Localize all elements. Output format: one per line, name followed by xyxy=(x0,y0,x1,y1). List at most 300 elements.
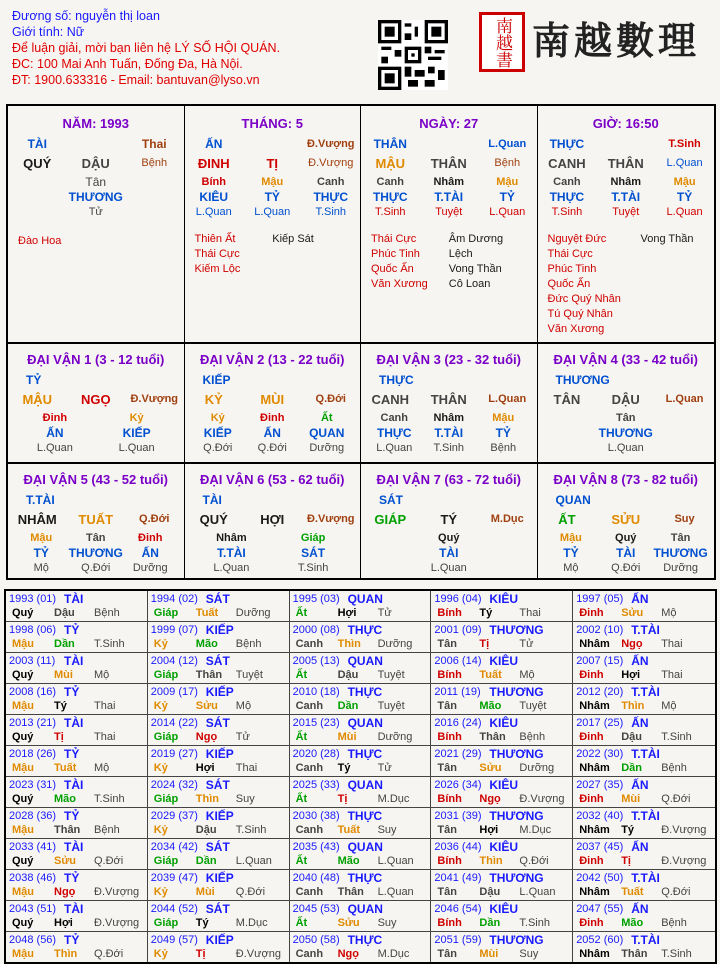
annual-can: Nhâm xyxy=(579,886,610,898)
annual-state: Đ.Vượng xyxy=(519,793,565,805)
annual-can: Tân xyxy=(437,886,457,898)
annual-cell xyxy=(573,653,715,683)
dv-hidden-stem: Mậu xyxy=(559,532,582,544)
annual-cell xyxy=(431,715,573,745)
dv-hidden-state: Dưỡng xyxy=(132,562,168,574)
star-item: Tú Quý Nhân xyxy=(547,308,613,320)
annual-can: Quý xyxy=(12,917,34,929)
annual-chi: Mùi xyxy=(621,793,641,805)
dai-van-god: T.TÀI xyxy=(26,493,55,507)
annual-can: Đinh xyxy=(579,669,604,681)
annual-god: KIÊU xyxy=(489,592,519,606)
pillar-title: THÁNG: 5 xyxy=(241,116,303,131)
annual-god: THỰC xyxy=(347,623,383,637)
annual-can: Giáp xyxy=(153,917,179,929)
annual-god: SÁT xyxy=(205,654,230,668)
dv-hidden-stem: Quý xyxy=(615,532,637,544)
dv-hidden-god: TỶ xyxy=(563,546,579,560)
annual-can: Đinh xyxy=(579,731,604,743)
annual-cell xyxy=(431,932,573,962)
annual-god: THƯƠNG xyxy=(489,623,544,637)
annual-chi: Thìn xyxy=(337,638,361,650)
annual-god: TỶ xyxy=(64,623,80,637)
annual-god: THỰC xyxy=(347,871,383,885)
annual-chi: Dậu xyxy=(195,824,217,836)
annual-can: Đinh xyxy=(579,793,604,805)
annual-state: Dưỡng xyxy=(235,607,271,619)
annual-row xyxy=(6,652,715,683)
annual-year: 2005 (13) xyxy=(292,655,340,667)
annual-state: Suy xyxy=(377,917,397,929)
annual-god: SÁT xyxy=(205,716,230,730)
annual-god: SÁT xyxy=(205,778,230,792)
dai-van-god: TỶ xyxy=(26,373,42,387)
annual-year: 2039 (47) xyxy=(150,872,198,884)
annual-year: 2028 (36) xyxy=(9,810,57,822)
annual-god: KIẾP xyxy=(205,871,234,885)
annual-state: Bệnh xyxy=(94,607,120,619)
annual-god: QUAN xyxy=(347,840,383,854)
annual-chi: Sửu xyxy=(54,855,77,867)
header-name: Đương số: nguyễn thị loan xyxy=(12,9,160,23)
annual-state: Mộ xyxy=(235,700,252,712)
dv-hidden-state: T.Sinh xyxy=(433,442,465,454)
pillar-state: Bệnh xyxy=(494,157,521,169)
annual-cell xyxy=(148,622,290,652)
annual-state: Bệnh xyxy=(94,824,120,836)
hidden-god: THỰC xyxy=(313,190,349,204)
annual-cell xyxy=(148,870,290,900)
annual-cell xyxy=(6,870,148,900)
annual-chi: Tị xyxy=(621,855,631,867)
annual-chi: Tị xyxy=(195,948,206,960)
annual-state: Bệnh xyxy=(661,917,687,929)
annual-year: 2052 (60) xyxy=(576,934,624,946)
brand-seal xyxy=(479,12,525,72)
annual-god: T.TÀI xyxy=(631,623,660,637)
annual-god: TÀI xyxy=(64,654,84,668)
header-gender: Giới tính: Nữ xyxy=(12,25,85,39)
header-phone-email: ĐT: 1900.633316 - Email: bantuvan@lyso.vn xyxy=(12,73,260,87)
annual-cell xyxy=(431,870,573,900)
annual-state: Tuyệt xyxy=(519,700,547,712)
annual-chi: Thân xyxy=(195,669,223,681)
annual-can: Kỷ xyxy=(153,638,168,650)
annual-year: 2047 (55) xyxy=(576,903,624,915)
star-item: Phúc Tinh xyxy=(547,263,597,275)
annual-state: Q.Đới xyxy=(661,793,691,805)
star-item: Quốc Ấn xyxy=(371,263,414,275)
annual-can: Kỷ xyxy=(153,824,168,836)
annual-god: TÀI xyxy=(64,840,84,854)
pillar-god: TÀI xyxy=(27,137,47,151)
annual-god: ẤN xyxy=(631,778,649,792)
annual-can: Bính xyxy=(437,917,462,929)
annual-chi: Tuất xyxy=(621,886,644,898)
annual-chi: Hợi xyxy=(479,824,499,836)
annual-chi: Dậu xyxy=(54,607,75,619)
annual-state: Mộ xyxy=(519,669,535,681)
annual-year: 1999 (07) xyxy=(150,624,198,636)
annual-state: Suy xyxy=(377,824,397,836)
dv-hidden-god: THƯƠNG xyxy=(68,546,123,560)
pillar-hour xyxy=(538,106,715,342)
annual-god: THỰC xyxy=(347,809,383,823)
hidden-stem: Mậu xyxy=(261,176,284,188)
annual-can: Mậu xyxy=(12,948,34,960)
annual-god: THỰC xyxy=(347,747,383,761)
dv-hidden-stem: Tân xyxy=(615,412,636,424)
dv-hidden-state: Mộ xyxy=(563,562,579,574)
annual-state: Bệnh xyxy=(661,762,687,774)
pillar-grid xyxy=(6,104,716,580)
header-info xyxy=(12,8,280,88)
dai-van-state: Đ.Vượng xyxy=(306,513,355,525)
pillar-state: L.Quan xyxy=(666,157,703,169)
pillar-state: Bệnh xyxy=(141,157,168,169)
dv-hidden-god: ẤN xyxy=(141,546,159,560)
annual-chi: Thìn xyxy=(621,700,645,712)
annual-state: Suy xyxy=(519,948,539,960)
annual-state: Q.Đới xyxy=(94,855,124,867)
annual-god: TỶ xyxy=(64,685,80,699)
annual-state: Thai xyxy=(94,700,116,712)
dai-van-state: M.Dục xyxy=(490,513,524,525)
pillar-chi: THÂN xyxy=(607,156,644,171)
annual-chi: Tị xyxy=(337,793,348,805)
annual-cell xyxy=(6,653,148,683)
annual-god: ẤN xyxy=(631,592,649,606)
annual-god: T.TÀI xyxy=(631,871,660,885)
dai-van-state: Q.Đới xyxy=(139,513,170,525)
hidden-state: L.Quan xyxy=(195,206,232,218)
dv-hidden-state: L.Quan xyxy=(36,442,73,454)
hidden-god: THỰC xyxy=(549,190,585,204)
star-item: Âm Dương Lệch xyxy=(448,233,504,260)
annual-can: Canh xyxy=(295,638,324,650)
annual-year: 2024 (32) xyxy=(150,779,198,791)
hidden-god: THƯƠNG xyxy=(68,190,123,204)
annual-god: SÁT xyxy=(205,592,230,606)
annual-cell xyxy=(573,684,715,714)
annual-state: Tuyệt xyxy=(377,669,405,681)
annual-can: Ất xyxy=(295,607,308,619)
annual-row xyxy=(6,745,715,776)
annual-chi: Mùi xyxy=(54,669,73,681)
annual-cell xyxy=(573,870,715,900)
annual-god: KIẾP xyxy=(205,747,234,761)
annual-cell xyxy=(6,808,148,838)
hidden-god: TỶ xyxy=(499,190,515,204)
annual-row xyxy=(6,591,715,621)
dai-van-state: L.Quan xyxy=(488,393,527,405)
annual-god: THƯƠNG xyxy=(489,809,544,823)
dai-van-title: ĐẠI VẬN 8 (73 - 82 tuổi) xyxy=(553,472,698,487)
annual-row xyxy=(6,776,715,807)
annual-cell xyxy=(148,777,290,807)
annual-cell xyxy=(6,684,148,714)
dv-hidden-stem: Đinh xyxy=(138,532,163,544)
annual-state: Mộ xyxy=(661,700,677,712)
dai-van-cell xyxy=(8,344,185,462)
annual-state: Dưỡng xyxy=(519,762,555,774)
annual-chi: Tuất xyxy=(54,762,77,774)
annual-cell xyxy=(431,591,573,621)
dai-van-state: Đ.Vượng xyxy=(130,393,179,405)
annual-god: QUAN xyxy=(347,778,383,792)
dai-van-god: SÁT xyxy=(379,493,403,507)
annual-chi: Thìn xyxy=(479,855,503,867)
dai-van-cell xyxy=(361,464,538,578)
annual-state: Mộ xyxy=(661,607,677,619)
dv-hidden-state: L.Quan xyxy=(430,562,467,574)
header-address: ĐC: 100 Mai Anh Tuấn, Đống Đa, Hà Nội. xyxy=(12,57,243,71)
annual-can: Kỷ xyxy=(153,948,168,960)
annual-chi: Thân xyxy=(621,948,648,960)
annual-chi: Dần xyxy=(621,762,642,774)
annual-can: Giáp xyxy=(153,793,179,805)
star-item: Vong Thần xyxy=(640,233,694,245)
annual-state: M.Dục xyxy=(377,793,410,805)
pillar-chi: TỊ xyxy=(266,156,279,171)
annual-state: Thai xyxy=(661,638,683,650)
annual-year: 2049 (57) xyxy=(150,934,198,946)
annual-can: Ất xyxy=(295,793,308,805)
annual-year: 2020 (28) xyxy=(292,748,340,760)
dv-hidden-god: KIẾP xyxy=(203,426,232,440)
annual-cell xyxy=(431,901,573,931)
dai-van-chi: THÂN xyxy=(430,392,467,407)
annual-chi: Ngọ xyxy=(337,948,359,960)
annual-can: Tân xyxy=(437,638,457,650)
dv-hidden-state: Q.Đới xyxy=(203,442,233,454)
annual-chi: Thân xyxy=(54,824,81,836)
pillar-row xyxy=(8,106,714,342)
annual-can: Nhâm xyxy=(579,948,610,960)
annual-god: THƯƠNG xyxy=(489,685,544,699)
annual-cell xyxy=(6,777,148,807)
dv-hidden-stem: Kỷ xyxy=(129,412,144,424)
dv-hidden-stem: Tân xyxy=(85,532,106,544)
annual-year: 1997 (05) xyxy=(576,593,624,605)
annual-year: 2046 (54) xyxy=(434,903,482,915)
hidden-state: L.Quan xyxy=(489,206,526,218)
annual-cell xyxy=(6,746,148,776)
annual-year: 1998 (06) xyxy=(9,624,57,636)
dai-van-god: TÀI xyxy=(202,493,222,507)
annual-can: Tân xyxy=(437,700,457,712)
annual-year: 2014 (22) xyxy=(150,717,198,729)
hidden-stem: Canh xyxy=(317,176,345,188)
annual-row xyxy=(6,869,715,900)
annual-chi: Hợi xyxy=(54,917,73,929)
annual-state: L.Quan xyxy=(235,855,272,867)
annual-row xyxy=(6,838,715,869)
dai-van-chi: NGỌ xyxy=(80,392,111,407)
annual-god: T.TÀI xyxy=(631,933,660,947)
annual-cell xyxy=(573,839,715,869)
annual-god: T.TÀI xyxy=(631,747,660,761)
annual-year: 2048 (56) xyxy=(9,934,57,946)
annual-state: Q.Đới xyxy=(235,886,266,898)
dv-hidden-state: Dưỡng xyxy=(663,562,698,574)
star-item: Văn Xương xyxy=(371,278,428,290)
annual-year: 2043 (51) xyxy=(9,903,57,915)
annual-can: Đinh xyxy=(579,917,604,929)
annual-can: Giáp xyxy=(153,855,179,867)
annual-state: T.Sinh xyxy=(661,731,692,743)
annual-can: Canh xyxy=(295,886,324,898)
hidden-god: THỰC xyxy=(372,190,408,204)
annual-can: Canh xyxy=(295,824,324,836)
annual-state: Q.Đới xyxy=(519,855,549,867)
annual-row xyxy=(6,621,715,652)
dv-hidden-state: Q.Đới xyxy=(611,562,641,574)
dv-hidden-god: ẤN xyxy=(263,426,281,440)
dai-van-can: MẬU xyxy=(22,392,53,407)
annual-can: Quý xyxy=(12,607,34,619)
pillar-can: ĐINH xyxy=(197,156,230,171)
annual-can: Nhâm xyxy=(579,700,610,712)
dv-hidden-god: THƯƠNG xyxy=(598,426,653,440)
dv-hidden-god: TỶ xyxy=(33,546,49,560)
annual-row xyxy=(6,807,715,838)
annual-chi: Sửu xyxy=(479,762,502,774)
annual-god: THỰC xyxy=(347,933,383,947)
star-item: Vong Thần xyxy=(448,263,502,275)
annual-state: Q.Đới xyxy=(661,886,691,898)
annual-cell xyxy=(6,591,148,621)
annual-year: 2027 (35) xyxy=(576,779,624,791)
seal-text: 南越書 xyxy=(492,16,512,68)
annual-year: 2009 (17) xyxy=(150,686,198,698)
annual-cell xyxy=(573,746,715,776)
pillar-chi: THÂN xyxy=(430,156,467,171)
annual-god: KIẾP xyxy=(205,623,234,637)
annual-chi: Dậu xyxy=(337,669,359,681)
dv-hidden-stem: Đinh xyxy=(42,412,68,424)
annual-chi: Mão xyxy=(54,793,76,805)
annual-god: KIẾP xyxy=(205,685,234,699)
annual-can: Mậu xyxy=(12,638,34,650)
annual-god: TÀI xyxy=(64,592,84,606)
annual-god: QUAN xyxy=(347,716,383,730)
annual-can: Nhâm xyxy=(579,638,610,650)
annual-god: THƯƠNG xyxy=(489,747,544,761)
annual-year: 1994 (02) xyxy=(150,593,198,605)
pillar-chi: DẬU xyxy=(81,156,110,171)
dv-hidden-stem: Nhâm xyxy=(433,412,465,424)
annual-god: TỶ xyxy=(64,809,80,823)
dai-van-title: ĐẠI VẬN 2 (13 - 22 tuổi) xyxy=(200,352,345,367)
annual-year: 2034 (42) xyxy=(150,841,198,853)
dv-hidden-god: THỰC xyxy=(376,426,412,440)
hidden-stem: Tân xyxy=(85,175,107,189)
annual-cell xyxy=(6,839,148,869)
dv-hidden-god: TÀI xyxy=(439,546,459,560)
annual-year: 2045 (53) xyxy=(292,903,340,915)
star-item: Phúc Tinh xyxy=(371,248,420,260)
annual-year: 2030 (38) xyxy=(292,810,340,822)
pillar-can: CANH xyxy=(548,156,586,171)
annual-can: Ất xyxy=(295,917,308,929)
annual-can: Giáp xyxy=(153,669,179,681)
annual-cell xyxy=(573,715,715,745)
annual-chi: Thân xyxy=(479,731,506,743)
dai-van-chi: DẬU xyxy=(611,392,640,407)
annual-state: Dưỡng xyxy=(377,731,413,743)
hidden-state: Tuyệt xyxy=(435,206,463,218)
annual-year: 2013 (21) xyxy=(9,717,57,729)
dv-hidden-stem: Nhâm xyxy=(216,532,247,544)
annual-year: 2008 (16) xyxy=(9,686,57,698)
annual-state: L.Quan xyxy=(377,855,414,867)
annual-year: 2044 (52) xyxy=(150,903,198,915)
annual-cell xyxy=(290,932,432,962)
annual-god: KIÊU xyxy=(489,902,519,916)
dai-van-chi: HỢI xyxy=(260,512,285,527)
annual-cell xyxy=(290,839,432,869)
hidden-state: L.Quan xyxy=(254,206,291,218)
annual-chi: Tý xyxy=(337,762,351,774)
annual-cell xyxy=(290,591,432,621)
annual-chi: Ngọ xyxy=(54,886,76,898)
annual-state: Suy xyxy=(235,793,255,805)
annual-chi: Thìn xyxy=(195,793,220,805)
annual-god: THƯƠNG xyxy=(489,933,544,947)
annual-can: Bính xyxy=(437,669,462,681)
annual-state: L.Quan xyxy=(377,886,414,898)
dv-hidden-stem: Mậu xyxy=(30,532,53,544)
annual-god: TÀI xyxy=(64,716,84,730)
pillar-month xyxy=(185,106,362,342)
annual-state: M.Dục xyxy=(519,824,552,836)
annual-year: 2001 (09) xyxy=(434,624,482,636)
annual-chi: Ngọ xyxy=(195,731,218,743)
star-item: Thái Cực xyxy=(547,248,593,260)
pillar-title: GIỜ: 16:50 xyxy=(592,116,659,131)
dv-hidden-state: L.Quan xyxy=(376,442,413,454)
annual-cell xyxy=(431,622,573,652)
dv-hidden-god: ẤN xyxy=(46,426,64,440)
star-item: Kiếm Lộc xyxy=(194,263,241,275)
annual-god: KIẾP xyxy=(205,809,234,823)
annual-chi: Dần xyxy=(54,638,75,650)
annual-god: THƯƠNG xyxy=(489,871,544,885)
annual-year: 2007 (15) xyxy=(576,655,624,667)
dai-van-cell xyxy=(185,344,362,462)
annual-state: Thai xyxy=(519,607,541,619)
hidden-state: Tuyệt xyxy=(612,206,640,218)
annual-cell xyxy=(148,684,290,714)
annual-can: Ất xyxy=(295,731,308,743)
annual-row xyxy=(6,900,715,931)
annual-state: Mộ xyxy=(94,762,110,774)
annual-chi: Tuất xyxy=(195,607,219,619)
hidden-state: T.Sinh xyxy=(374,206,406,218)
dai-van-can: CANH xyxy=(371,392,410,407)
hidden-stem: Nhâm xyxy=(610,176,642,188)
hidden-stem: Mậu xyxy=(673,176,696,188)
star-item: Nguyệt Đức xyxy=(547,233,607,245)
annual-cell xyxy=(148,715,290,745)
dai-van-chi: SỬU xyxy=(611,512,641,527)
annual-year: 2018 (26) xyxy=(9,748,57,760)
annual-chi: Sửu xyxy=(337,917,360,929)
qr-code-icon[interactable] xyxy=(378,20,448,90)
dai-van-cell xyxy=(8,464,185,578)
annual-chi: Dậu xyxy=(621,731,642,743)
